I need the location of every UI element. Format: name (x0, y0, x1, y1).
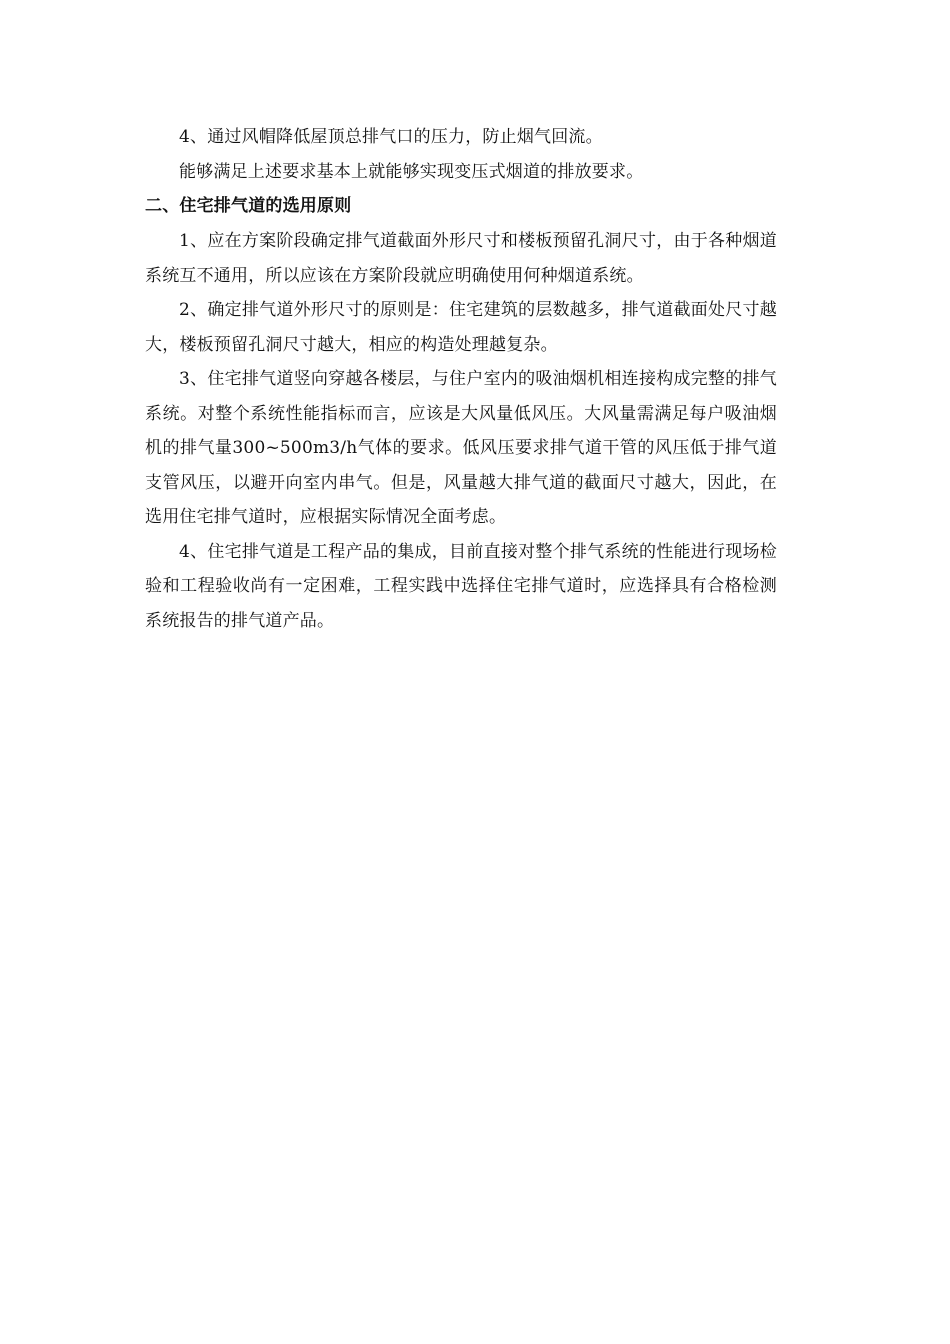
section-heading: 二、住宅排气道的选用原则 (145, 196, 352, 216)
paragraph-principle-1: 1、应在方案阶段确定排气道截面外形尺寸和楼板预留孔洞尺寸，由于各种烟道系统互不通用，所以应该在方案阶段就应明确使用何种烟道系统。 (145, 231, 777, 286)
paragraph-principle-2: 2、确定排气道外形尺寸的原则是：住宅建筑的层数越多，排气道截面处尺寸越大，楼板预留孔洞尺寸越大，相应的构造处理越复杂。 (145, 300, 777, 355)
paragraph-principle-4: 4、住宅排气道是工程产品的集成，目前直接对整个排气系统的性能进行现场检验和工程验收尚有一定困难，工程实践中选择住宅排气道时，应选择具有合格检测系统报告的排气道产品。 (145, 541, 777, 631)
paragraph-principle-3: 3、住宅排气道竖向穿越各楼层，与住户室内的吸油烟机相连接构成完整的排气系统。对整个系统性能指标而言，应该是大风量低风压。大风量需满足每户吸油烟机的排气量300~500m3/h气体的要求。低风压要求排气道干管的风压低于排气道支管风压，以避开向室内串气。但是，风量越大排气道的截面尺寸越大，因此，在选用住宅排气道时，应根据实际情况全面考虑。 (145, 369, 777, 527)
paragraph-item-4-wind-cap: 4、通过风帽降低屋顶总排气口的压力，防止烟气回流。 (179, 127, 603, 147)
paragraph-requirements-summary: 能够满足上述要求基本上就能够实现变压式烟道的排放要求。 (179, 161, 644, 182)
document-body (145, 120, 777, 638)
